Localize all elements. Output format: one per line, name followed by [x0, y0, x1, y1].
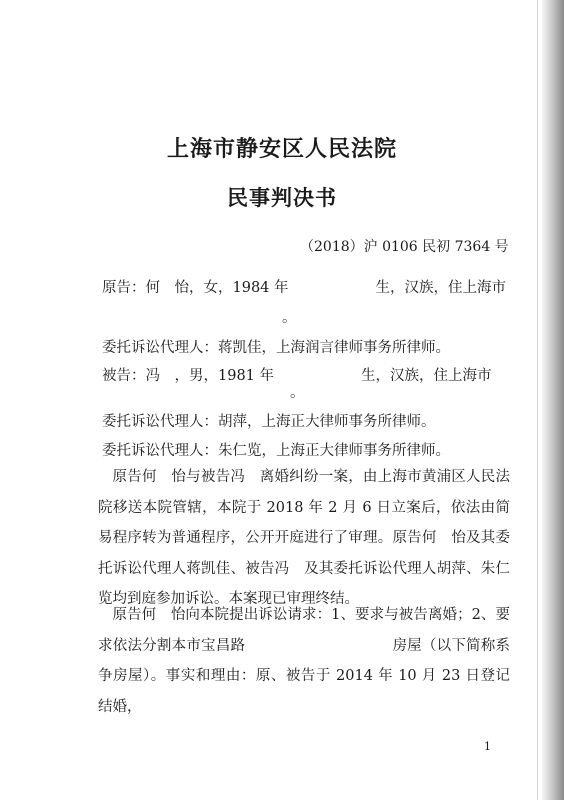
plaintiff-continued: 。: [282, 310, 297, 326]
defendant-agent-1-line: 委托诉讼代理人：胡萍，上海正大律师事务所律师。: [102, 414, 436, 430]
defendant-continued: 。: [290, 385, 305, 401]
court-name: 上海市静安区人民法院: [166, 136, 397, 162]
defendant-line: 被告：冯 ，男，1981 年 生，汉族，住上海市: [102, 368, 492, 384]
scan-edge-line: [537, 0, 538, 800]
defendant-agent-2-line: 委托诉讼代理人：朱仁览，上海正大律师事务所律师。: [102, 443, 450, 459]
case-summary-paragraph: 原告何 怡与被告冯 离婚纠纷一案，由上海市黄浦区人民法院移送本院管辖，本院于 2018 年 2 月 6 日立案后，依法由简易程序转为普通程序，公开开庭进行了审理。原告何 怡及其委托诉讼代理人蒋凯佳、被告冯 及其委托诉讼代理人胡萍、朱仁览均到庭参加诉讼。本案现已审理终结。: [98, 469, 510, 607]
document-type: 民事判决书: [227, 185, 337, 210]
case-number: （2018）沪 0106 民初 7364 号: [300, 239, 509, 255]
plaintiff-line: 原告：何 怡，女，1984 年 生，汉族，住上海市: [102, 280, 507, 296]
plaintiff-agent-line: 委托诉讼代理人：蒋凯佳，上海润言律师事务所律师。: [102, 340, 450, 356]
claims-paragraph: 原告何 怡向本院提出诉讼请求：1、要求与被告离婚；2、要求依法分割本市宝昌路 房屋（以下简称系争房屋）。事实和理由：原、被告于 2014 年 10 月 23 日登记结婚，: [98, 607, 510, 715]
scan-edge-shadow: [542, 0, 564, 800]
page-number: 1: [484, 740, 491, 753]
